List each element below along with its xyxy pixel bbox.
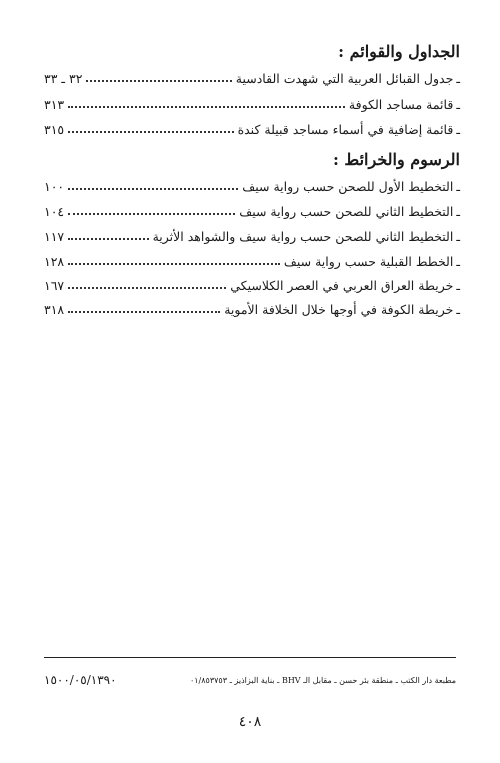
entry-text: التخطيط الأول للصحن حسب رواية سيف [242, 179, 454, 194]
entry-page: ٣٢ ـ ٣٣ [44, 71, 83, 86]
entry-dash: ـ [456, 278, 460, 293]
figures-section-title: الرسوم والخرائط : [332, 150, 460, 169]
leader-dots [68, 131, 233, 133]
entry-page: ٣١٣ [44, 97, 65, 112]
footer-rule [44, 657, 456, 658]
tables-section-title: الجداول والقوائم : [338, 42, 460, 61]
entry-dash: ـ [456, 71, 460, 86]
entry-text: قائمة مساجد الكوفة [348, 97, 454, 112]
entry-page: ٣١٥ [44, 122, 65, 137]
toc-entry [44, 224, 460, 244]
entry-page: ١١٧ [44, 229, 65, 244]
entry-page: ١٠٠ [44, 179, 65, 194]
leader-dots [68, 213, 235, 215]
entry-dash: ـ [456, 254, 460, 269]
entry-text: التخطيط الثاني للصحن حسب رواية سيف [239, 204, 454, 219]
entry-dash: ـ [456, 179, 460, 194]
entry-text: خريطة الكوفة في أوجها خلال الخلافة الأموية [224, 302, 454, 317]
toc-entry [44, 92, 460, 112]
printer-imprint: مطبعة دار الكتب ـ منطقة بئر حسن ـ مقابل الـ BHV ـ بناية البزاذيز ـ ٠١/٨٥٣٧٥٣ [189, 676, 456, 685]
entry-text: جدول القبائل العربية التي شهدت القادسية [235, 71, 454, 86]
entry-dash: ـ [456, 122, 460, 137]
leader-dots [68, 263, 280, 265]
print-code: ١٥٠٠/٠٥/١٣٩٠ [44, 673, 117, 687]
leader-dots [68, 238, 148, 240]
entry-text: التخطيط الثاني للصحن حسب رواية سيف والشواهد الأثرية [152, 229, 454, 244]
entry-dash: ـ [456, 229, 460, 244]
entry-dash: ـ [456, 97, 460, 112]
entry-text: خريطة العراق العربي في العصر الكلاسيكي [230, 278, 454, 293]
toc-entry [44, 117, 460, 137]
entry-dash: ـ [456, 302, 460, 317]
entry-dash: ـ [456, 204, 460, 219]
toc-entry [44, 273, 460, 293]
toc-entry [44, 174, 460, 194]
toc-entry [44, 199, 460, 219]
page-number: ٤٠٨ [238, 714, 262, 730]
leader-dots [68, 106, 345, 108]
entry-page: ٣١٨ [44, 302, 65, 317]
entry-text: قائمة إضافية في أسماء مساجد قبيلة كندة [237, 122, 454, 137]
entry-page: ١٢٨ [44, 254, 65, 269]
entry-page: ١٠٤ [44, 204, 65, 219]
entry-page: ١٦٧ [44, 278, 65, 293]
leader-dots [86, 80, 231, 82]
leader-dots [68, 188, 238, 190]
toc-entry [44, 249, 460, 269]
leader-dots [68, 287, 226, 289]
toc-entry [44, 66, 460, 86]
toc-entry [44, 297, 460, 317]
entry-text: الخطط القبلية حسب رواية سيف [283, 254, 454, 269]
leader-dots [68, 311, 220, 313]
